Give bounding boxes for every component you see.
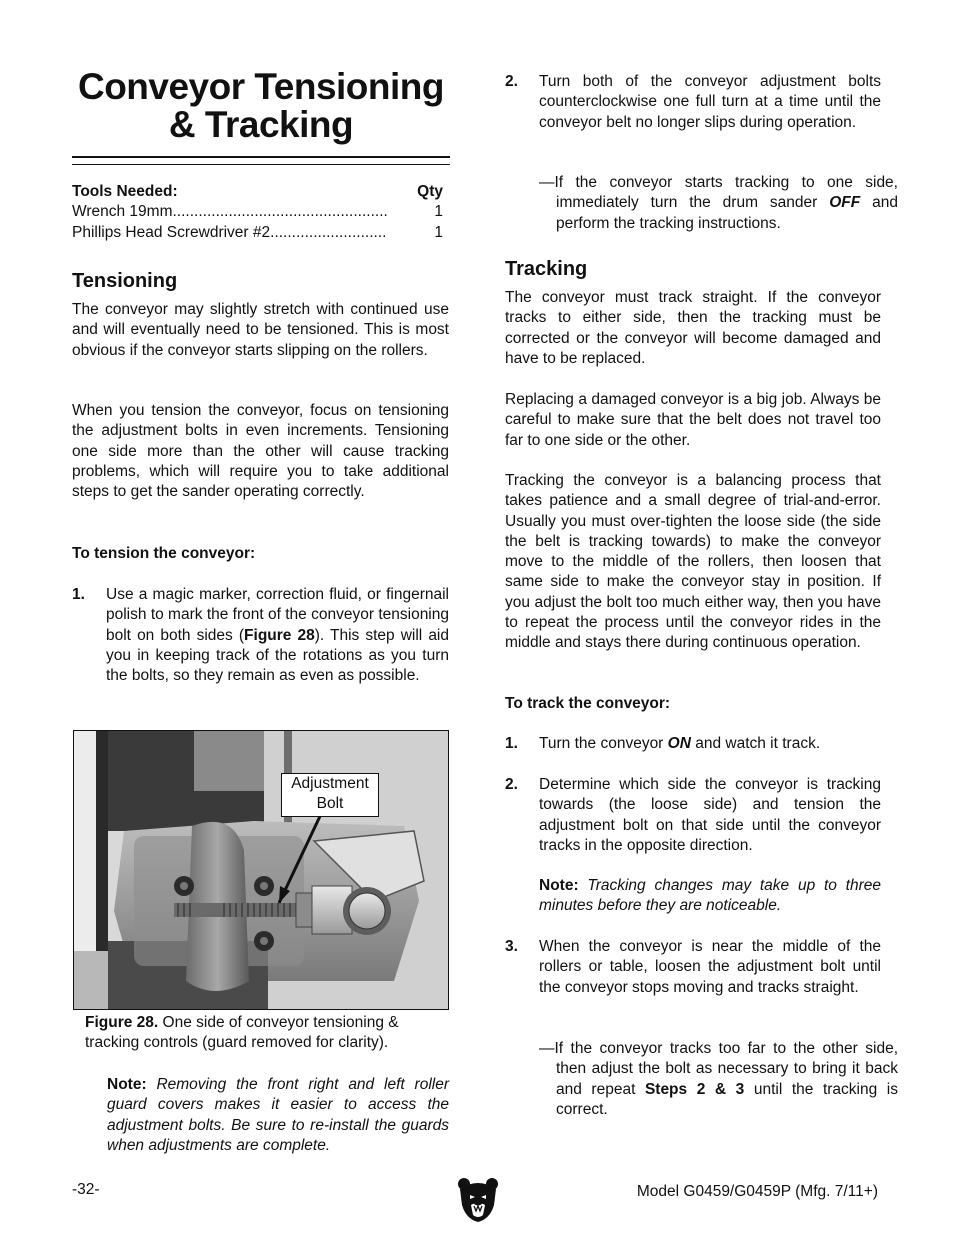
note-text: Removing the front right and left roller guard covers makes it easier to access the adjustment bolts. Be sure to re-install the guards when adjustments are complete.: [107, 1076, 449, 1154]
note-text: Tracking changes may take up to three minutes before they are noticeable.: [539, 877, 881, 915]
tools-table: [72, 182, 443, 243]
tension-subheading: To tension the conveyor:: [72, 545, 256, 562]
caption-text: One side of conveyor tensioning & tracking controls (guard removed for clarity).: [85, 1014, 399, 1052]
leader-dots: ..................................................: [172, 203, 388, 221]
tool-qty: 1: [434, 223, 443, 241]
callout-line2: Bolt: [316, 795, 344, 812]
title-rule-bottom: [72, 164, 450, 165]
step-number: 1.: [505, 735, 518, 752]
step-text: Determine which side the conveyor is tracking towards (the loose side) and tension the adjustment bolt on that side until the conveyor tracks in the opposite direction.: [539, 776, 881, 854]
tracking-para3: Tracking the conveyor is a balancing process that takes patience and a small degree of trial-and-error. Usually you must over-tighten the loose side (the side the belt is tracking towards) to make the conveyor move to the middle of the rollers, then loosen that same side to make the conveyor stay in position. If you adjust the bolt too much either way, then you have to repeat the process until the conveyor rides in the middle and stays there during continuous operation.: [505, 472, 881, 652]
on-emphasis: ON: [667, 735, 691, 752]
step-text-part: ). This step will aid you in keeping track of the rotations as you turn the bolts, so they remain as even as possible.: [106, 626, 449, 685]
adjustment-bolt-callout: [281, 773, 379, 817]
note-guards: [107, 1075, 449, 1156]
tension-step-2: [505, 72, 881, 133]
tool-qty: 1: [434, 203, 443, 221]
step-number: 1.: [72, 586, 85, 603]
step-text-part: Turn the conveyor: [539, 735, 668, 752]
leader-dots: ...........................: [270, 223, 387, 241]
track-step-2: [505, 775, 881, 856]
note-label: Note:: [107, 1076, 147, 1093]
tools-row-screwdriver: [72, 223, 443, 243]
step-text: Turn both of the conveyor adjustment bolts counterclockwise one full turn at a time until the conveyor belt no longer slips during operation.: [539, 73, 881, 131]
track-note: [539, 876, 881, 917]
tools-row-wrench: [72, 202, 443, 222]
tension-step-2-dash: [539, 173, 898, 234]
caption-label: Figure 28.: [85, 1014, 159, 1031]
tensioning-para2: When you tension the conveyor, focus on tensioning the adjustment bolts in even increments. Tensioning one side more than the other will cause tracking problems, which will require you to take additional steps to get the sander operating correctly.: [72, 402, 449, 501]
bear-logo-icon: [456, 1175, 500, 1223]
step-number: 2.: [505, 776, 518, 793]
tension-step-1: [72, 585, 449, 686]
page-title-line1: Conveyor Tensioning: [77, 66, 444, 107]
tool-name: Phillips Head Screwdriver #2: [72, 223, 271, 241]
figure-28-photo: [73, 730, 449, 1010]
step-number: 2.: [505, 73, 518, 90]
page-title: [72, 68, 450, 144]
tool-name: Wrench 19mm: [72, 203, 173, 221]
track-step-1: [505, 734, 881, 754]
page-title-line2: & Tracking: [168, 104, 354, 145]
step-text-part: Use a magic marker, correction fluid, or fingernail polish to mark the front of the conveyor tensioning bolt on both sides (: [106, 586, 449, 644]
callout-line1: Adjustment: [291, 775, 369, 792]
model-info: Model G0459/G0459P (Mfg. 7/11+): [636, 1183, 878, 1200]
dash-text-part: until the tracking is correct.: [556, 1080, 898, 1118]
track-step-3-dash: [539, 1039, 898, 1120]
dash-text-part: —If the conveyor tracks too far to the other side, then adjust the bolt as necessary to bring it back and repeat: [539, 1040, 898, 1098]
tensioning-heading: Tensioning: [72, 270, 178, 292]
tools-header-qty: Qty: [417, 183, 443, 200]
tensioning-para1: The conveyor may slightly stretch with continued use and will eventually need to be tensioned. This is most obvious if the conveyor starts slipping on the rollers.: [72, 301, 449, 359]
title-rule-top: [72, 156, 450, 158]
page-number: -32-: [72, 1181, 100, 1198]
track-step-3: [505, 937, 881, 998]
tracking-heading: Tracking: [505, 258, 588, 280]
dash-text-part: and perform the tracking instructions.: [556, 194, 899, 232]
figure-caption: [85, 1013, 437, 1054]
step-text: [106, 585, 449, 686]
step-text-part: and watch it track.: [690, 735, 821, 752]
steps-reference: Steps 2 & 3: [644, 1080, 745, 1098]
conveyor-bolt-photo: [74, 731, 448, 1009]
tracking-para2: Replacing a damaged conveyor is a big job. Always be careful to make sure that the belt does not travel too far to one side or the other.: [505, 391, 881, 449]
step-text: When the conveyor is near the middle of the rollers or table, loosen the adjustment bolt until the conveyor stops moving and tracks straight.: [539, 938, 881, 996]
track-subheading: To track the conveyor:: [505, 695, 671, 712]
figure-reference: Figure 28: [244, 626, 315, 644]
note-label: Note:: [539, 877, 579, 894]
tools-header: [72, 182, 443, 202]
tracking-para1: The conveyor must track straight. If the conveyor tracks to either side, then the tracking must be corrected or the conveyor will become damaged and have to be replaced.: [505, 289, 881, 367]
step-text: [539, 734, 881, 754]
tools-header-label: Tools Needed:: [72, 183, 178, 200]
dash-text-part: —If the conveyor starts tracking to one side, immediately turn the drum sander: [539, 174, 898, 212]
step-number: 3.: [505, 938, 518, 955]
off-emphasis: OFF: [829, 194, 861, 212]
